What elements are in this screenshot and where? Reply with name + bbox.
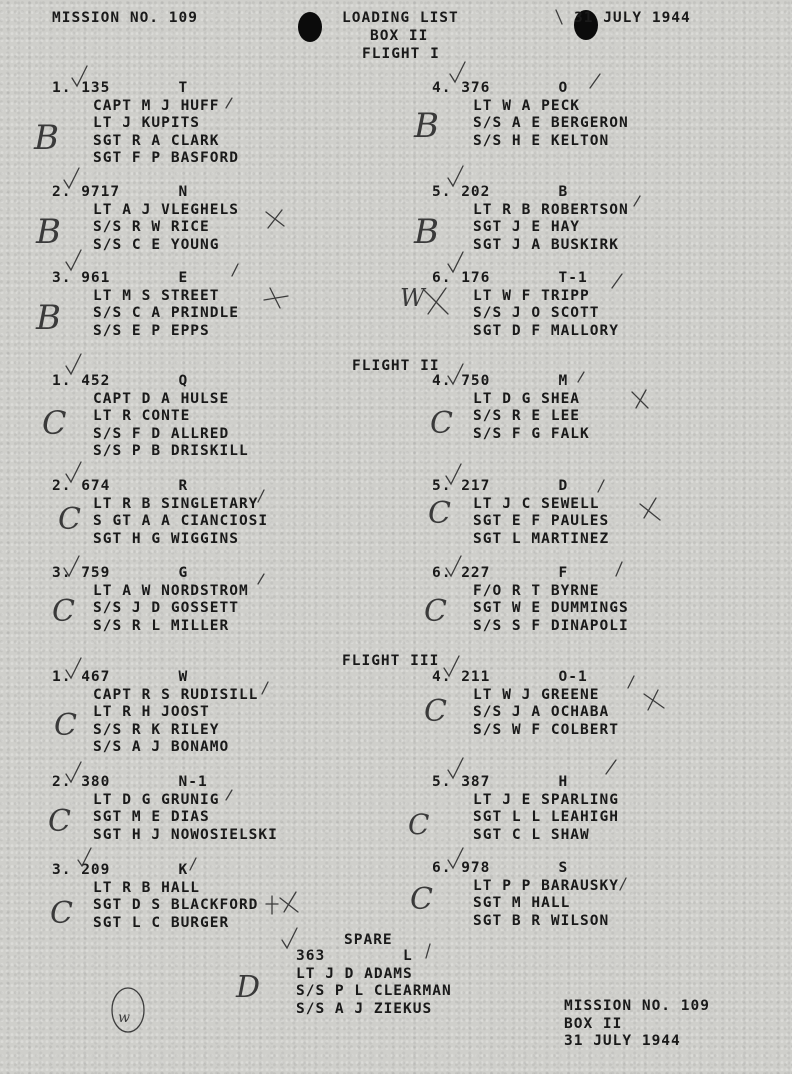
ship-entry <box>432 373 590 443</box>
position-number: 5. <box>432 774 452 790</box>
crew-member: LT J D ADAMS <box>296 965 413 982</box>
handwritten-mark: C <box>430 406 453 441</box>
position-number: 2. <box>52 184 72 200</box>
handwritten-mark: C <box>428 496 451 531</box>
ship-letter: E <box>178 270 189 286</box>
header-date: 31 JULY 1944 <box>574 10 691 26</box>
crew-member: LT R CONTE <box>93 408 191 424</box>
ship-letter: S <box>558 860 569 876</box>
ship-entry <box>52 565 249 635</box>
crew-member: S/S F G FALK <box>473 425 590 442</box>
handwritten-mark: W <box>400 284 425 312</box>
document-title: LOADING LIST <box>342 10 459 26</box>
footer-mission: MISSION NO. 109 <box>564 998 710 1014</box>
ship-entry <box>432 565 629 635</box>
handwritten-mark: D <box>236 970 261 1005</box>
position-number: 5. <box>432 184 452 200</box>
crew-member: LT R B ROBERTSON <box>473 201 629 218</box>
ship-letter: N-1 <box>178 774 208 790</box>
crew-member: SGT J E HAY <box>473 219 581 235</box>
ship-entry <box>52 669 258 757</box>
crew-member: LT J C SEWELL <box>473 495 600 512</box>
ship-letter: T <box>178 80 189 96</box>
ship-letter: F <box>558 565 569 581</box>
crew-member: LT A J VLEGHELS <box>93 201 239 218</box>
position-number: 6. <box>432 565 452 581</box>
spare-entry <box>296 948 452 1018</box>
crew-member: S/S S F DINAPOLI <box>473 617 629 634</box>
ship-entry <box>52 862 258 932</box>
crew-member: S/S R E LEE <box>473 408 581 424</box>
ship-number: 363 <box>296 948 326 964</box>
spare-label: SPARE <box>344 932 393 948</box>
crew-member: LT D G SHEA <box>473 390 581 407</box>
crew-member: S/S R W RICE <box>93 219 210 235</box>
ship-number: 176 <box>461 270 491 286</box>
punch-hole-left <box>298 12 322 42</box>
box-label: BOX II <box>370 28 429 44</box>
ship-entry <box>432 860 619 930</box>
ship-number: 387 <box>461 774 491 790</box>
ship-entry <box>432 80 629 150</box>
crew-member: LT D G GRUNIG <box>93 791 220 808</box>
ship-number: 380 <box>81 774 111 790</box>
ship-number: 211 <box>461 669 491 685</box>
ship-number: 227 <box>461 565 491 581</box>
position-number: 3. <box>52 862 72 878</box>
handwritten-mark: C <box>408 808 430 841</box>
position-number: 2. <box>52 478 72 494</box>
crew-member: SGT L MARTINEZ <box>473 530 610 547</box>
ship-letter: H <box>558 774 569 790</box>
handwritten-mark: C <box>410 882 433 917</box>
mission-number-header: MISSION NO. 109 <box>52 10 198 26</box>
crew-member: SGT J A BUSKIRK <box>473 236 619 253</box>
crew-member: S/S R L MILLER <box>93 617 230 634</box>
ship-entry <box>52 774 278 844</box>
crew-member: CAPT R S RUDISILL <box>93 686 259 703</box>
handwritten-mark: C <box>42 404 67 442</box>
crew-member: SGT E F PAULES <box>473 513 610 529</box>
ship-letter: Q <box>178 373 189 389</box>
handwritten-mark: C <box>58 502 81 537</box>
position-number: 4. <box>432 80 452 96</box>
handwritten-mark: B <box>36 212 61 252</box>
ship-entry <box>432 270 619 340</box>
ship-letter: O <box>558 80 569 96</box>
crew-member: LT W J GREENE <box>473 686 600 703</box>
ship-number: 135 <box>81 80 111 96</box>
ship-entry <box>432 774 619 844</box>
crew-member: S/S H E KELTON <box>473 132 610 149</box>
crew-member: LT R B HALL <box>93 879 201 896</box>
crew-member: SGT W E DUMMINGS <box>473 600 629 616</box>
handwritten-mark: C <box>48 804 71 839</box>
position-number: 6. <box>432 860 452 876</box>
crew-member: SGT R A CLARK <box>93 132 220 149</box>
ship-entry <box>52 184 239 254</box>
crew-member: SGT C L SHAW <box>473 826 590 843</box>
handwritten-mark: C <box>424 694 447 729</box>
position-number: 3. <box>52 565 72 581</box>
crew-member: SGT D F MALLORY <box>473 322 619 339</box>
ship-letter: B <box>558 184 569 200</box>
position-number: 5. <box>432 478 452 494</box>
ship-letter: D <box>558 478 569 494</box>
position-number: 2. <box>52 774 72 790</box>
position-number: 3. <box>52 270 72 286</box>
crew-member: LT J KUPITS <box>93 115 201 131</box>
crew-member: LT M S STREET <box>93 287 220 304</box>
crew-member: SGT M HALL <box>473 895 571 911</box>
ship-entry <box>52 478 268 548</box>
ship-number: 750 <box>461 373 491 389</box>
crew-member: S/S E P EPPS <box>93 322 210 339</box>
ship-number: 209 <box>81 862 111 878</box>
crew-member: S/S J D GOSSETT <box>93 600 239 616</box>
handwritten-mark: B <box>414 106 439 146</box>
crew-member: CAPT M J HUFF <box>93 97 220 114</box>
position-number: 1. <box>52 669 72 685</box>
crew-member: LT A W NORDSTROM <box>93 582 249 599</box>
crew-member: S/S C E YOUNG <box>93 236 220 253</box>
ship-letter: R <box>178 478 189 494</box>
flight-1-label: FLIGHT I <box>362 46 440 62</box>
footer-block <box>564 998 710 1051</box>
handwritten-mark: B <box>36 298 61 338</box>
crew-member: F/O R T BYRNE <box>473 582 600 599</box>
crew-member: LT W F TRIPP <box>473 287 590 304</box>
ship-entry <box>432 478 609 548</box>
ship-number: 376 <box>461 80 491 96</box>
footer-date: 31 JULY 1944 <box>564 1033 681 1049</box>
crew-member: S/S A J ZIEKUS <box>296 1000 433 1017</box>
circled-initials: w <box>118 1010 130 1026</box>
ship-number: 978 <box>461 860 491 876</box>
ship-entry <box>52 270 239 340</box>
ship-number: 674 <box>81 478 111 494</box>
crew-member: LT R H JOOST <box>93 704 210 720</box>
handwritten-mark: C <box>52 594 75 629</box>
crew-member: S/S P B DRISKILL <box>93 443 249 459</box>
crew-member: S/S A J BONAMO <box>93 739 230 755</box>
handwritten-mark: B <box>34 118 59 158</box>
crew-member: S/S W F COLBERT <box>473 721 619 738</box>
position-number: 4. <box>432 669 452 685</box>
ship-entry <box>52 80 239 168</box>
position-number: 6. <box>432 270 452 286</box>
crew-member: S/S J O SCOTT <box>473 305 600 321</box>
handwritten-mark: B <box>414 212 439 252</box>
ship-number: 452 <box>81 373 111 389</box>
ship-entry <box>432 669 619 739</box>
crew-member: S/S F D ALLRED <box>93 425 230 442</box>
ship-number: 9717 <box>81 184 121 200</box>
crew-member: SGT M E DIAS <box>93 809 210 825</box>
ship-letter: W <box>178 669 189 685</box>
crew-member: SGT L C BURGER <box>93 914 230 931</box>
handwritten-mark: C <box>54 708 77 743</box>
ship-entry <box>432 184 629 254</box>
ship-letter: M <box>558 373 569 389</box>
ship-letter: N <box>178 184 189 200</box>
position-number: 1. <box>52 373 72 389</box>
crew-member: SGT D S BLACKFORD <box>93 897 259 913</box>
footer-box: BOX II <box>564 1015 623 1032</box>
ship-letter: O-1 <box>558 669 588 685</box>
ship-number: 202 <box>461 184 491 200</box>
crew-member: S/S J A OCHABA <box>473 704 610 720</box>
ship-number: 217 <box>461 478 491 494</box>
crew-member: LT P P BARAUSKY <box>473 877 619 894</box>
crew-member: S GT A A CIANCIOSI <box>93 513 269 529</box>
ship-letter: T-1 <box>558 270 588 286</box>
crew-member: CAPT D A HULSE <box>93 390 230 407</box>
crew-member: S/S P L CLEARMAN <box>296 983 452 999</box>
ship-number: 961 <box>81 270 111 286</box>
handwritten-mark: C <box>424 594 447 629</box>
position-number: 4. <box>432 373 452 389</box>
flight-3-label: FLIGHT III <box>342 653 440 669</box>
ship-entry <box>52 373 249 461</box>
crew-member: SGT F P BASFORD <box>93 150 239 166</box>
crew-member: S/S C A PRINDLE <box>93 305 239 321</box>
crew-member: LT R B SINGLETARY <box>93 495 259 512</box>
ship-number: 759 <box>81 565 111 581</box>
crew-member: SGT H J NOWOSIELSKI <box>93 826 278 843</box>
crew-member: S/S A E BERGERON <box>473 115 629 131</box>
ship-letter: G <box>178 565 189 581</box>
ship-letter: L <box>403 948 413 964</box>
crew-member: SGT H G WIGGINS <box>93 530 239 547</box>
ship-number: 467 <box>81 669 111 685</box>
handwritten-mark: C <box>50 896 73 931</box>
crew-member: LT W A PECK <box>473 97 581 114</box>
crew-member: S/S R K RILEY <box>93 721 220 738</box>
position-number: 1. <box>52 80 72 96</box>
crew-member: SGT L L LEAHIGH <box>473 809 619 825</box>
crew-member: SGT B R WILSON <box>473 912 610 929</box>
crew-member: LT J E SPARLING <box>473 791 619 808</box>
flight-2-label: FLIGHT II <box>352 358 440 374</box>
ship-letter: K <box>178 862 189 878</box>
